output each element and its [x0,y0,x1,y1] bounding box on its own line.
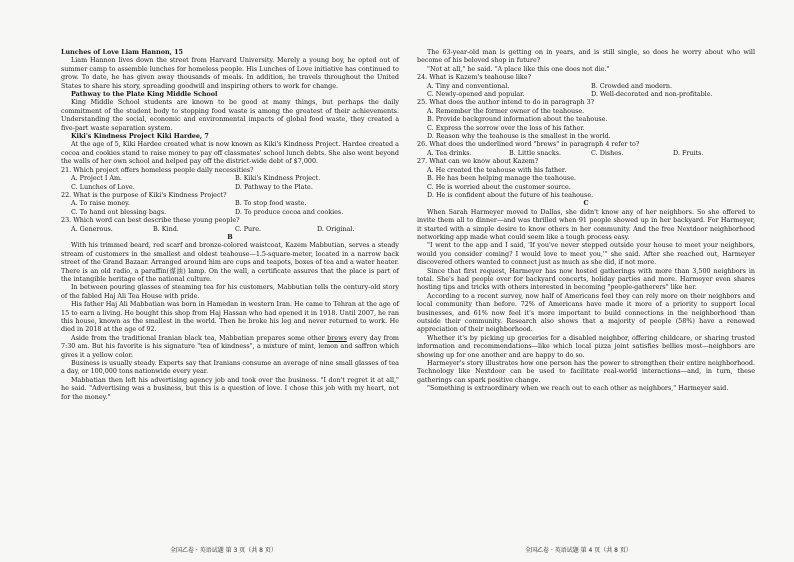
option: D. Original. [317,224,355,233]
option: C. Lunches of Love. [71,182,135,191]
option: C. Dishes. [591,148,624,157]
question-22: 22. What is the purpose of Kiki's Kindness Project? [61,190,227,199]
option: A. To raise money. [71,199,130,208]
option: C. Newly-opened and popular. [427,90,525,99]
option: C. He is worried about the customer source. [427,182,571,191]
option: D. He is confident about the future of his teahouse. [427,190,594,199]
option: A. Tiny and conventional. [427,81,510,90]
paragraph: Since that first request, Harmeyer has now hosted gatherings with more than 3,500 neighbors in total. She's had people over for backyard concerts, holiday parties and more. Harmeyer even shares hosting tips and tricks with others interested in becoming "people-gatherers" like her. [417,266,755,292]
option: A. Remember the former owner of the teahouse. [427,106,585,115]
paragraph: Whether it's by picking up groceries for a disabled neighbor, offering childcare, or sharing trusted information and recommendations—like which local pizza joint satisfies bellies most—neighbors are showing up for one another and are happy to do so. [417,333,755,359]
question-25: 25. What does the author intend to do in paragraph 3? [417,98,595,107]
question-23: 23. Which word can best describe these young people? [61,216,240,225]
option: A. Tea drinks. [427,148,472,157]
paragraph: His father Haj Ali Mabbatian was born in Hamedan in western Iran. He came to Tehran at the age of 15 to earn a living. He bought this shop from Haj Hassan who had opened it in 1918. Until 2007, he ran this house, known as the smallest in the world. Then he broke his leg and never returned to work. He died in 2018 at the age of 92. [61,300,399,334]
page-footer-right: 全国乙卷 · 英语试题 第 4 页（共 8 页） [525,547,632,554]
option: D. To produce cocoa and cookies. [235,207,344,216]
paragraph: The 63-year-old man is getting on in years, and is still single, so does he worry about who will become of his beloved shop in future? [417,48,755,65]
text: Aside from the traditional Iranian black tea, Mabbatian prepares some other [71,333,328,342]
paragraph [61,334,399,359]
section-title-pathway: Pathway to the Plate King Middle School [71,90,218,99]
paragraph: "Not at all," he said. "A place like this one does not die." [427,64,610,73]
paragraph: When Sarah Harmeyer moved to Dallas, she didn't know any of her neighbors. So she offered to invite them all to dinner—and was thrilled when 91 people showed up in her backyard. For Harmeyer, it started with a simple desire to know others in her community. And the free Nextdoor neighborhood networking app made what could seem like a tough process easy. [417,207,755,241]
option: C. Pure. [235,224,262,233]
paragraph: "I went to the app and I said, 'If you've never stepped outside your house to meet your neighbors, would you consider coming? I would love to meet you,'" she said. After she reached out, Harmeyer discovered others wanted to connect just as much as she did, if not more. [417,241,755,267]
paragraph: In between pouring glasses of steaming tea for his customers, Mabbutian tells the century-old story of the fabled Haj Ali Tea House with pride. [61,283,399,300]
section-label-b: B [227,232,233,241]
option: A. He created the teahouse with his father. [427,165,567,174]
paragraph: Liam Hannon lives down the street from Harvard University. Merely a young boy, he opted out of summer camp to assemble lunches for homeless people. His Lunches of Love initiative has continued to grow. To date, he has given away thousands of meals. In addition, he travels throughout the United States to share his story, spreading goodwill and inspiring others to work for change. [61,56,399,90]
question-26: 26. What does the underlined word "brews" in paragraph 4 refer to? [417,140,640,149]
option: D. Reason why the teahouse is the smallest in the world. [427,132,611,141]
option: C. To hand out blessing bags. [71,207,167,216]
options-25 [417,107,755,141]
question-27: 27. What can we know about Kazem? [417,157,539,166]
option: B. He has been helping manage the teahouse. [427,174,577,183]
options-26 [417,149,755,157]
options-21 [61,174,399,191]
paragraph: Harmeyer's story illustrates how one person has the power to strengthen their entire neighborhood. Technology like Nextdoor can be used to facilitate real-world interactions—and, in turn, these gatherings can spark positive change. [417,359,755,384]
option: B. Crowded and modern. [591,81,673,90]
option: B. Kind. [153,224,179,233]
text: every day from 7:30 am. But his favorite is his signature "tea of kindness", a mixture of mint, lemon and saffron which gives it a yellow color. [61,333,399,359]
section-title-lunches: Lunches of Love Liam Hannon, 15 [61,48,183,56]
paragraph: "Something is extraordinary when we reach out to each other as neighbors," Harmeyer said. [427,384,729,393]
paragraph: With his trimmed beard, red scarf and bronze-colored waistcoat, Kazem Mabbutian, serves a steady stream of customers in the smallest and oldest teahouse—1.5-square-meter, located in a narrow back street of the Grand Bazaar. Arranged around him are cups and teapots, boxes of tea and a water heater. There is an old radio, a paraffin(煤油) lamp. On the wall, a certificate assures that the place is part of the intangible heritage of the national culture. [61,241,399,283]
underlined-word: brews [327,333,347,342]
section-label-c: C [583,199,589,208]
option: A. Project I Am. [71,174,123,183]
option: B. Little snacks. [509,148,562,157]
paragraph: King Middle School students are known to be good at many things, but perhaps the daily commitment of the student body to stopping food waste is among the greatest of their achievements. Understanding the social, economic and environmental impacts of global food waste, they created a five-part waste separation system. [61,98,399,132]
paragraph: Mabbatian then left his advertising agency job and took over the business. "I don't regret it at all," he said. "Advertising was a business, but this is a question of love. I chose this job with my heart, not for the money." [61,375,399,401]
paragraph: According to a recent survey, now half of Americans feel they can rely more on their neighbors and local community than before. 72% of Americans have made it more of a priority to support local businesses, and 61% now feel it's more important to build connections in the neighborhood than outside their community. Research also shows that a majority of people (58%) have a renewed appreciation of their neighborhood. [417,291,755,334]
option: B. To stop food waste. [235,199,307,208]
option: D. Pathway to the Plate. [235,182,313,191]
options-24 [417,82,755,99]
option: D. Fruits. [673,148,704,157]
paragraph: Business is usually steady. Experts say that Iranians consume an average of nine small glasses of tea a day, or 100,000 tons nationwide every year. [61,359,399,376]
paragraph: At the age of 5, Kiki Hardee created what is now known as Kiki's Kindness Project. Hardee created a cocoa and cookies stand to raise money to pay off classmates' school lunch debts. She also went beyond the walls of her own school and helped pay off the district-wide debt of $7,000. [61,140,399,166]
section-title-kiki: Kiki's Kindness Project Kiki Hardee, 7 [71,132,209,141]
option: A. Generous. [71,224,113,233]
options-23 [61,225,399,233]
page-footer-left: 全国乙卷 · 英语试题 第 3 页（共 8 页） [170,547,277,554]
option: B. Kiki's Kindness Project. [235,174,321,183]
question-24: 24. What is Kazem's teahouse like? [417,73,532,82]
left-column [61,48,399,401]
right-column [417,48,755,393]
question-21: 21. Which project offers homeless people daily necessities? [61,165,254,174]
option: D. Well-decorated and non-profitable. [591,90,713,99]
option: B. Provide background information about the teahouse. [427,115,608,124]
options-27 [417,166,755,200]
options-22 [61,199,399,216]
option: C. Express the sorrow over the loss of his father. [427,123,585,132]
